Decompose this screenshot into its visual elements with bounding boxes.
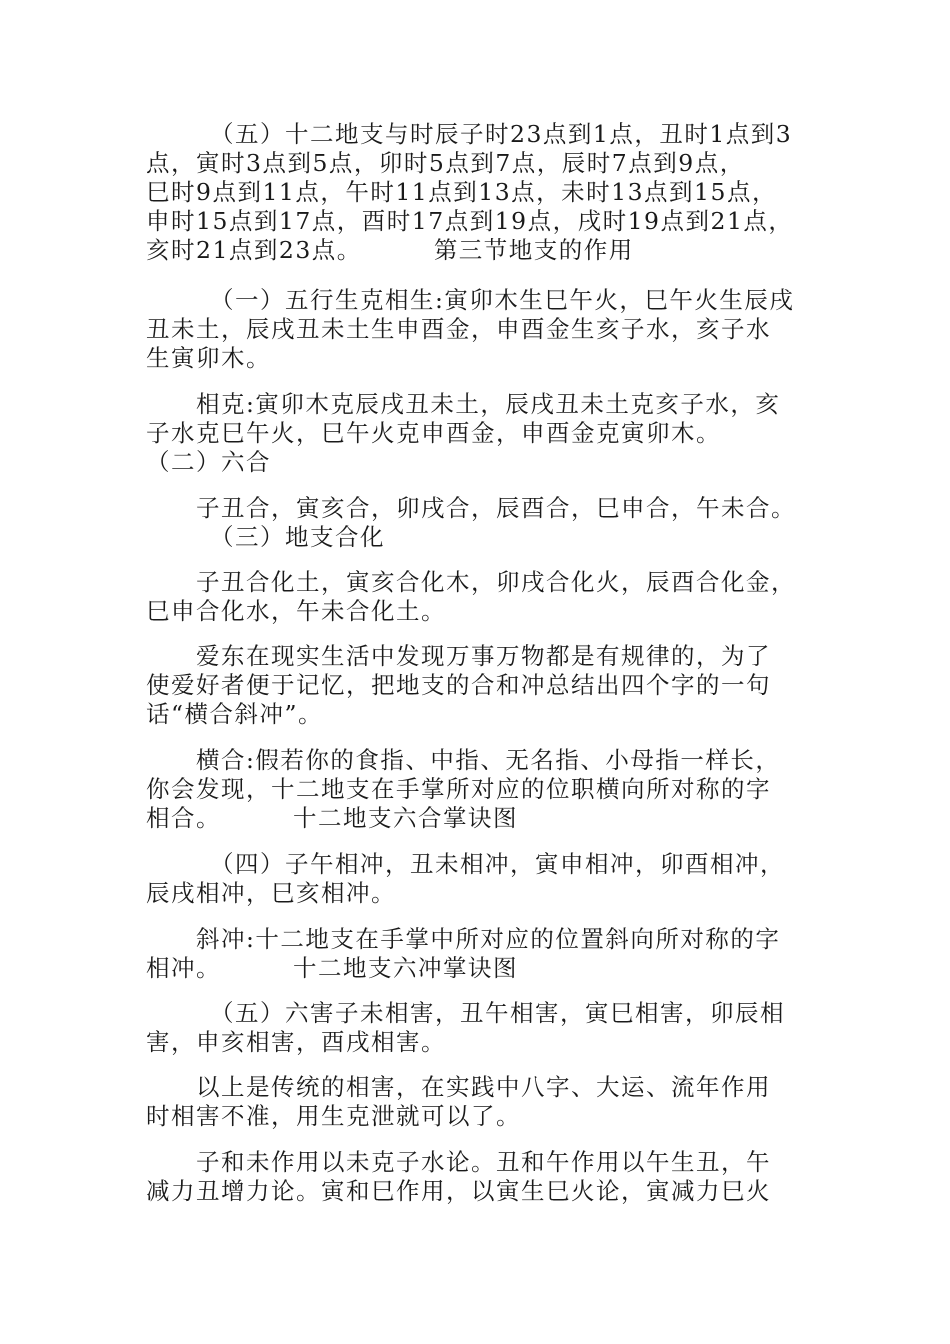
text-line: 相克:寅卯木克辰戌丑未土，辰戌丑未土克亥子水，亥	[196, 390, 781, 418]
text-line: 减力丑增力论。寅和巳作用，以寅生巳火论，寅减力巳火	[146, 1177, 771, 1205]
figure-caption: 十二地支六冲掌诀图	[293, 954, 518, 982]
text-line: 巳时9点到11点，午时11点到13点，未时13点到15点，	[146, 178, 777, 206]
paragraph-ziwei	[146, 1148, 811, 1206]
text-line: 巳申合化水，午未合化土。	[146, 597, 446, 625]
paragraph-wuxing-sheng	[146, 286, 811, 373]
text-line: （五）六害子未相害，丑午相害，寅巳相害，卯辰相	[210, 999, 785, 1027]
text-line: （四）子午相冲，丑未相冲，寅申相冲，卯酉相冲，	[210, 850, 785, 878]
text-line: 你会发现，十二地支在手掌所对应的位职横向所对称的字	[146, 775, 771, 803]
paragraph-aidong	[146, 642, 811, 729]
text-line: 子和未作用以未克子水论。丑和午作用以午生丑，午	[196, 1148, 771, 1176]
paragraph-xiangchong	[146, 850, 811, 908]
text-line: 横合:假若你的食指、中指、无名指、小母指一样长，	[196, 746, 781, 774]
text-line	[146, 804, 811, 833]
text-line	[146, 236, 811, 265]
paragraph-xiechong	[146, 925, 811, 983]
paragraph-liuhe	[146, 494, 811, 552]
text-line: 时相害不准，用生克泄就可以了。	[146, 1102, 521, 1130]
text-line: 子丑合化土，寅亥合化木，卯戌合化火，辰酉合化金，	[196, 568, 796, 596]
paragraph-traditional	[146, 1073, 811, 1131]
paragraph-hehua	[146, 568, 811, 626]
text-line: （一）五行生克相生:寅卯木生巳午火，巳午火生辰戌	[210, 286, 795, 314]
paragraph-xiangke	[146, 390, 811, 477]
text-line: 生寅卯木。	[146, 344, 271, 372]
text-line: 点，寅时3点到5点，卯时5点到7点，辰时7点到9点，	[146, 149, 745, 177]
text-line: 申时15点到17点，酉时17点到19点，戌时19点到21点，	[146, 207, 794, 235]
text-line	[146, 954, 811, 983]
text-line: 辰戌相冲，巳亥相冲。	[146, 879, 396, 907]
text-line: 使爱好者便于记忆，把地支的合和冲总结出四个字的一句	[146, 671, 771, 699]
text-line: 子丑合，寅亥合，卯戌合，辰酉合，巳申合，午未合。	[196, 494, 796, 522]
text-line: （五）十二地支与时辰子时23点到1点，丑时1点到3	[210, 120, 793, 148]
paragraph-hour-branches	[146, 120, 811, 265]
paragraph-liuhai	[146, 999, 811, 1057]
text-segment: 亥时21点到23点。	[146, 236, 362, 264]
text-line: 害，申亥相害，酉戌相害。	[146, 1028, 446, 1056]
figure-caption: 十二地支六合掌诀图	[293, 804, 518, 832]
text-segment: 相合。	[146, 804, 221, 832]
text-line: 子水克巳午火，巳午火克申酉金，申酉金克寅卯木。	[146, 419, 721, 447]
section-heading: 第三节地支的作用	[433, 236, 634, 264]
text-segment: 相冲。	[146, 954, 221, 982]
text-line: 丑未土，辰戌丑未土生申酉金，申酉金生亥子水，亥子水	[146, 315, 771, 343]
text-line: 爱东在现实生活中发现万事万物都是有规律的，为了	[196, 642, 771, 670]
paragraph-henghe	[146, 746, 811, 833]
subheading-liuhe: （二）六合	[146, 448, 271, 476]
text-line: 斜冲:十二地支在手掌中所对应的位置斜向所对称的字	[196, 925, 781, 953]
text-line: 以上是传统的相害，在实践中八字、大运、流年作用	[196, 1073, 771, 1101]
subheading-hehua: （三）地支合化	[210, 523, 385, 551]
text-line: 话“横合斜冲”。	[146, 700, 324, 728]
